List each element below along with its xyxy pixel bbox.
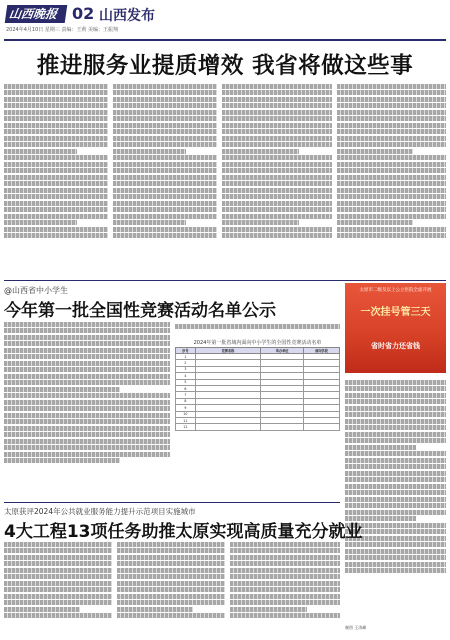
body-text-line xyxy=(222,175,332,180)
body-text-line xyxy=(345,510,446,515)
body-text-line xyxy=(4,458,120,463)
body-text-line xyxy=(345,464,446,469)
body-text-line xyxy=(345,425,446,430)
body-text-line xyxy=(222,188,332,193)
body-text-line xyxy=(222,194,332,199)
side-article xyxy=(345,378,446,618)
body-text-line xyxy=(4,600,112,605)
body-text-line xyxy=(113,168,217,173)
body-text-line xyxy=(337,220,413,225)
table-cell: 2 xyxy=(176,360,196,366)
body-text-line xyxy=(113,207,217,212)
body-text-line xyxy=(4,367,170,372)
body-text-line xyxy=(4,594,112,599)
story3-headline: 4大工程13项任务助推太原实现高质量充分就业 xyxy=(4,522,363,542)
body-text-line xyxy=(4,413,170,418)
body-text-line xyxy=(345,432,446,437)
body-text-line xyxy=(230,555,340,560)
body-text-line xyxy=(230,613,340,618)
body-text-line xyxy=(117,561,225,566)
body-text-line xyxy=(4,406,170,411)
body-text-line xyxy=(4,387,120,392)
body-text-line xyxy=(337,181,446,186)
body-text-line xyxy=(345,419,446,424)
body-text-line xyxy=(230,607,307,612)
body-text-line xyxy=(345,471,446,476)
body-text-line xyxy=(230,568,340,573)
body-text-line xyxy=(113,129,217,134)
body-text-line xyxy=(4,136,108,141)
body-text-line xyxy=(4,97,108,102)
body-text-line xyxy=(222,136,332,141)
body-text-line xyxy=(4,393,170,398)
body-text-line xyxy=(222,201,332,206)
body-text-line xyxy=(345,562,446,567)
story2-kicker: @山西省中小学生 xyxy=(4,286,68,295)
body-text-line xyxy=(4,175,108,180)
body-text-line xyxy=(4,201,108,206)
body-text-line xyxy=(337,129,446,134)
story3-col3 xyxy=(230,540,340,638)
body-text-line xyxy=(117,568,225,573)
body-text-line xyxy=(4,419,170,424)
body-text-line xyxy=(230,574,340,579)
body-text-line xyxy=(230,587,340,592)
body-text-line xyxy=(337,194,446,199)
body-text-line xyxy=(4,607,80,612)
table-cell: 10 xyxy=(176,411,196,417)
body-text-line xyxy=(4,426,170,431)
body-text-line xyxy=(4,354,170,359)
body-text-line xyxy=(337,110,446,115)
story3-col2 xyxy=(117,540,225,638)
story3-kicker: 太原获评2024年公共就业服务能力提升示范项目实施城市 xyxy=(4,507,196,516)
body-text-line xyxy=(113,103,217,108)
section-divider-1 xyxy=(4,280,446,281)
body-text-line xyxy=(4,341,170,346)
body-text-line xyxy=(345,549,446,554)
body-text-line xyxy=(222,129,332,134)
body-text-line xyxy=(345,497,446,502)
body-text-line xyxy=(4,348,170,353)
body-text-line xyxy=(337,175,446,180)
body-text-line xyxy=(4,335,170,340)
body-text-line xyxy=(113,97,217,102)
body-text-line xyxy=(345,542,446,547)
byline: 制图 王涛峰 xyxy=(345,625,367,630)
body-text-line xyxy=(337,136,446,141)
body-text-line xyxy=(117,594,225,599)
body-text-line xyxy=(4,233,108,238)
body-text-line xyxy=(113,181,217,186)
table-cell xyxy=(261,424,304,430)
ad-slogan: 一次挂号管三天 xyxy=(360,307,431,318)
story3-col1 xyxy=(4,540,112,638)
table-cell: 9 xyxy=(176,405,196,411)
issue-info: 2024年4月10日 星期三 责编：王莉 美编：王振翔 xyxy=(6,27,119,33)
body-text-line xyxy=(4,155,108,160)
body-text-line xyxy=(4,568,112,573)
body-text-line xyxy=(4,149,77,154)
body-text-line xyxy=(4,162,108,167)
body-text-line xyxy=(345,451,446,456)
column-header: 序号 xyxy=(176,348,196,354)
body-text-line xyxy=(117,613,225,618)
column-header: 面向学段 xyxy=(303,348,339,354)
body-text-line xyxy=(4,581,112,586)
body-text-line xyxy=(337,168,446,173)
body-text-line xyxy=(222,207,332,212)
body-text-line xyxy=(230,548,340,553)
table-cell: 8 xyxy=(176,398,196,404)
body-text-line xyxy=(4,220,77,225)
body-text-line xyxy=(4,328,170,333)
body-text-line xyxy=(222,155,332,160)
table-cell: 6 xyxy=(176,385,196,391)
body-text-line xyxy=(222,181,332,186)
body-text-line xyxy=(175,324,340,329)
body-text-line xyxy=(4,613,112,618)
ad-top-text: 太原市二级及以上公立医院全面开展 xyxy=(359,288,432,293)
body-text-line xyxy=(345,399,446,404)
table-cell: 11 xyxy=(176,417,196,423)
body-text-line xyxy=(4,555,112,560)
body-text-line xyxy=(113,194,217,199)
body-text-line xyxy=(117,581,225,586)
body-text-line xyxy=(113,90,217,95)
body-text-line xyxy=(4,542,112,547)
body-text-line xyxy=(4,110,108,115)
story1-col2 xyxy=(113,82,217,275)
body-text-line xyxy=(113,175,217,180)
body-text-line xyxy=(222,220,299,225)
body-text-line xyxy=(113,149,186,154)
body-text-line xyxy=(4,548,112,553)
body-text-line xyxy=(4,400,170,405)
section-title: 山西发布 xyxy=(99,8,155,24)
body-text-line xyxy=(337,233,446,238)
body-text-line xyxy=(4,445,170,450)
body-text-line xyxy=(345,484,446,489)
body-text-line xyxy=(4,322,170,327)
body-text-line xyxy=(4,380,170,385)
body-text-line xyxy=(230,594,340,599)
body-text-line xyxy=(345,445,416,450)
body-text-line xyxy=(113,201,217,206)
body-text-line xyxy=(222,110,332,115)
page-number: 02 xyxy=(72,4,95,23)
body-text-line xyxy=(230,561,340,566)
body-text-line xyxy=(113,116,217,121)
body-text-line xyxy=(337,103,446,108)
table-cell xyxy=(195,424,261,430)
body-text-line xyxy=(4,194,108,199)
body-text-line xyxy=(337,214,446,219)
body-text-line xyxy=(222,149,299,154)
body-text-line xyxy=(222,97,332,102)
body-text-line xyxy=(345,386,446,391)
story2-headline: 今年第一批全国性竞赛活动名单公示 xyxy=(4,301,276,321)
body-text-line xyxy=(337,201,446,206)
table-row xyxy=(176,424,340,430)
story2-col1 xyxy=(4,320,170,500)
body-text-line xyxy=(345,438,446,443)
body-text-line xyxy=(113,214,217,219)
body-text-line xyxy=(117,548,225,553)
body-text-line xyxy=(345,458,446,463)
body-text-line xyxy=(345,568,446,573)
body-text-line xyxy=(113,227,217,232)
body-text-line xyxy=(113,110,217,115)
body-text-line xyxy=(337,227,446,232)
story2-intro xyxy=(175,322,340,336)
column-header: 举办单位 xyxy=(261,348,304,354)
body-text-line xyxy=(113,188,217,193)
body-text-line xyxy=(345,406,446,411)
body-text-line xyxy=(222,84,332,89)
table-cell: 4 xyxy=(176,373,196,379)
body-text-line xyxy=(337,90,446,95)
body-text-line xyxy=(113,233,217,238)
body-text-line xyxy=(4,432,170,437)
body-text-line xyxy=(4,374,170,379)
table-cell: 5 xyxy=(176,379,196,385)
body-text-line xyxy=(337,207,446,212)
table-cell: 1 xyxy=(176,354,196,360)
body-text-line xyxy=(230,600,340,605)
story1-headline: 推进服务业提质增效 我省将做这些事 xyxy=(36,53,414,79)
table-cell: 3 xyxy=(176,366,196,372)
body-text-line xyxy=(4,361,170,366)
advertisement-banner xyxy=(345,283,446,373)
body-text-line xyxy=(117,600,225,605)
body-text-line xyxy=(4,181,108,186)
body-text-line xyxy=(4,123,108,128)
body-text-line xyxy=(222,90,332,95)
body-text-line xyxy=(117,587,225,592)
table-cell xyxy=(303,424,339,430)
body-text-line xyxy=(337,84,446,89)
body-text-line xyxy=(117,574,225,579)
section-divider-2 xyxy=(4,502,340,503)
body-text-line xyxy=(345,393,446,398)
body-text-line xyxy=(4,574,112,579)
body-text-line xyxy=(345,555,446,560)
body-text-line xyxy=(345,412,446,417)
body-text-line xyxy=(113,162,217,167)
body-text-line xyxy=(4,103,108,108)
ad-tagline: 省时省力还省钱 xyxy=(371,342,420,350)
body-text-line xyxy=(230,581,340,586)
body-text-line xyxy=(4,84,108,89)
body-text-line xyxy=(4,129,108,134)
table-cell: 12 xyxy=(176,424,196,430)
body-text-line xyxy=(222,227,332,232)
newspaper-logo: 山西晚报 xyxy=(5,5,68,23)
competition-table xyxy=(175,347,340,431)
body-text-line xyxy=(4,188,108,193)
body-text-line xyxy=(222,214,332,219)
body-text-line xyxy=(222,168,332,173)
body-text-line xyxy=(113,142,217,147)
body-text-line xyxy=(4,116,108,121)
story1-col3 xyxy=(222,82,332,275)
body-text-line xyxy=(337,155,446,160)
body-text-line xyxy=(4,207,108,212)
body-text-line xyxy=(113,220,186,225)
body-text-line xyxy=(222,103,332,108)
body-text-line xyxy=(4,561,112,566)
body-text-line xyxy=(113,136,217,141)
body-text-line xyxy=(222,116,332,121)
body-text-line xyxy=(337,97,446,102)
body-text-line xyxy=(113,84,217,89)
body-text-line xyxy=(337,188,446,193)
body-text-line xyxy=(345,477,446,482)
story1-col4 xyxy=(337,82,446,275)
column-header: 竞赛名称 xyxy=(195,348,261,354)
body-text-line xyxy=(4,587,112,592)
body-text-line xyxy=(4,168,108,173)
body-text-line xyxy=(117,542,225,547)
body-text-line xyxy=(117,555,225,560)
body-text-line xyxy=(222,162,332,167)
body-text-line xyxy=(113,155,217,160)
table-cell: 7 xyxy=(176,392,196,398)
body-text-line xyxy=(117,607,193,612)
body-text-line xyxy=(230,542,340,547)
body-text-line xyxy=(4,90,108,95)
body-text-line xyxy=(337,162,446,167)
body-text-line xyxy=(4,227,108,232)
body-text-line xyxy=(113,123,217,128)
body-text-line xyxy=(345,490,446,495)
body-text-line xyxy=(4,452,170,457)
body-text-line xyxy=(4,214,108,219)
body-text-line xyxy=(4,142,108,147)
masthead xyxy=(4,3,446,37)
body-text-line xyxy=(222,233,332,238)
competition-table-title: 2024年第一批省域内面向中小学生的全国性竞赛活动名单 xyxy=(193,340,322,346)
body-text-line xyxy=(337,123,446,128)
story1-col1 xyxy=(4,82,108,275)
body-text-line xyxy=(337,116,446,121)
body-text-line xyxy=(345,503,446,508)
body-text-line xyxy=(345,380,446,385)
body-text-line xyxy=(222,123,332,128)
body-text-line xyxy=(337,142,446,147)
body-text-line xyxy=(337,149,413,154)
header-rule xyxy=(4,39,446,41)
body-text-line xyxy=(4,439,170,444)
body-text-line xyxy=(222,142,332,147)
